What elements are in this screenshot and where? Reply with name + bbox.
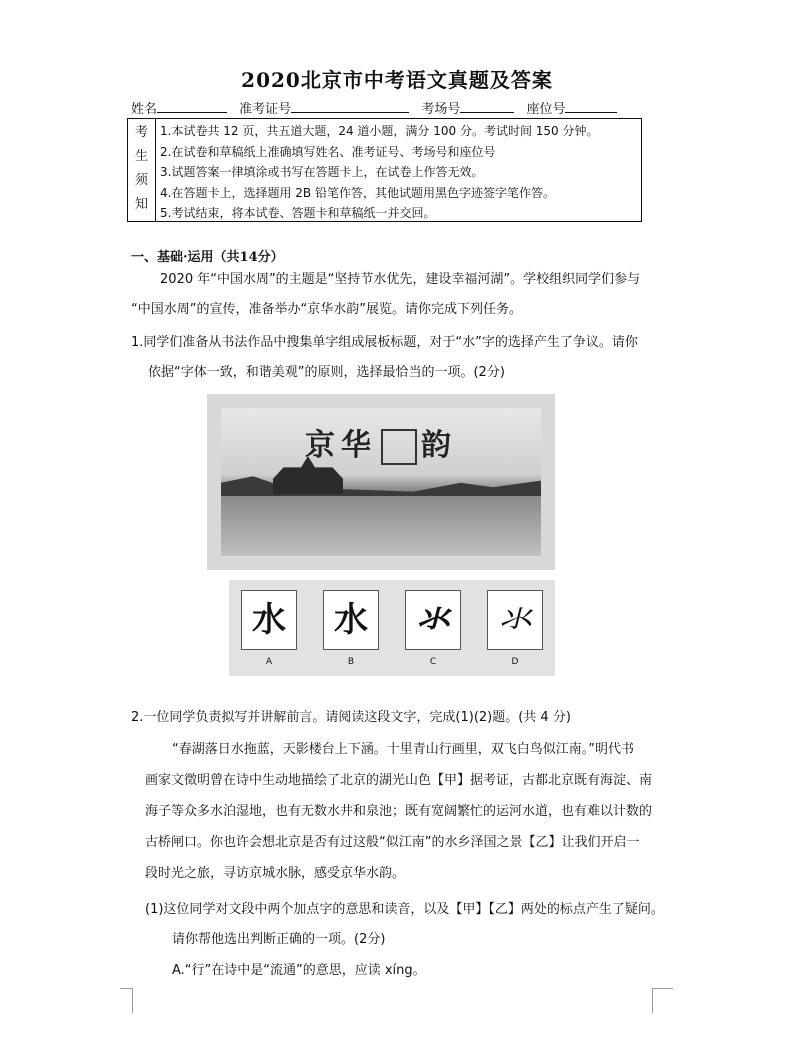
choice-c-box [405, 590, 461, 650]
notice-side-char: 考 [134, 125, 148, 140]
section-heading: 一、基础·运用（共14分） [131, 250, 284, 265]
choice-b-box [323, 590, 379, 650]
choice-d-glyph: 氺 [498, 600, 532, 640]
choice-c-label: C [429, 657, 437, 667]
passage-line: 海子等众多水泊湿地，也有无数水井和泉池；既有宽阔繁忙的运河水道，也有难以计数的 [145, 804, 653, 819]
candidate-info-line [131, 98, 625, 117]
page-corner-mark-left [120, 988, 133, 1013]
notice-rule: 3.试题答案一律填涂或书写在答题卡上，在试卷上作答无效。 [160, 165, 484, 179]
subquestion-1-line: 请你帮他选出判断正确的一项。(2分) [172, 932, 386, 947]
choice-b-glyph: 水 [334, 600, 368, 640]
candidate-notice-box [127, 118, 642, 222]
notice-rule: 1.本试卷共 12 页，共五道大题，24 道小题，满分 100 分。考试时间 150 分钟。 [160, 124, 599, 138]
notice-rule: 2.在试卷和草稿纸上准确填写姓名、准考证号、考场号和座位号 [160, 144, 496, 159]
name-blank [157, 99, 227, 113]
option-a: A.“行”在诗中是“流通”的意思，应读 xíng。 [172, 963, 426, 978]
banner-heading-right: 韵 [421, 428, 457, 463]
tree-line [221, 474, 541, 496]
notice-side-label [128, 119, 156, 221]
calligraphy-choices [229, 580, 555, 676]
notice-rule: 4.在答题卡上，选择题用 2B 铅笔作答，其他试题用黑色字迹签字笔作答。 [160, 185, 555, 200]
choice-b-label: B [347, 657, 355, 667]
subquestion-1-line: (1)这位同学对文段中两个加点字的意思和读音，以及【甲】【乙】两处的标点产生了疑问。 [145, 902, 664, 917]
passage-line: “春湖落日水拖蓝，天影楼台上下涵。十里青山行画里，双飞白鸟似江南。”明代书 [172, 742, 634, 757]
banner-heading [221, 420, 541, 465]
blank-character-box [381, 429, 417, 465]
page-title: 2020北京市中考语文真题及答案 [241, 68, 553, 92]
question-2-line: 2.一位同学负责拟写并讲解前言。请阅读这段文字，完成(1)(2)题。(共 4 分) [131, 710, 571, 725]
notice-rule: 5.考试结束，将本试卷、答题卡和草稿纸一并交回。 [160, 206, 436, 220]
choice-a-box [241, 590, 297, 650]
choice-c-glyph: 氺 [416, 600, 450, 640]
room-label: 考场号 [421, 102, 461, 117]
intro-line: “中国水周”的宣传，准备举办“京华水韵”展览。请你完成下列任务。 [131, 302, 522, 317]
exhibition-banner-photo [207, 394, 555, 570]
passage-line: 段时光之旅，寻访京城水脉，感受京华水韵。 [145, 866, 406, 881]
ticket-blank [291, 99, 409, 113]
passage-line: 古桥闸口。你也许会想北京是否有过这般“似江南”的水乡泽国之景【乙】让我们开启一 [145, 835, 640, 850]
lake-water [221, 496, 541, 556]
notice-side-char: 生 [134, 149, 148, 164]
ticket-label: 准考证号 [239, 102, 292, 117]
banner-image [221, 408, 541, 556]
question-1-line: 依据“字体一致，和谐美观”的原则，选择最恰当的一项。(2分) [148, 365, 505, 380]
choice-d-label: D [511, 657, 519, 667]
choice-d-box [487, 590, 543, 650]
choice-a-label: A [265, 657, 273, 667]
seat-label: 座位号 [526, 102, 566, 117]
page-corner-mark-right [652, 988, 673, 1013]
passage-line: 画家文徵明曾在诗中生动地描绘了北京的湖光山色【甲】据考证，古都北京既有海淀、南 [145, 773, 653, 788]
seat-blank [565, 99, 617, 113]
banner-heading-left: 京华 [305, 428, 377, 463]
notice-side-char: 知 [134, 197, 148, 212]
room-blank [460, 99, 514, 113]
choice-a-glyph: 水 [252, 600, 286, 640]
name-label: 姓名 [131, 102, 158, 117]
intro-line: 2020 年“中国水周”的主题是“坚持节水优先，建设幸福河湖”。学校组织同学们参与 [160, 272, 641, 287]
notice-rules [160, 121, 638, 224]
notice-side-char: 须 [134, 173, 148, 188]
question-1-line: 1.同学们准备从书法作品中搜集单字组成展板标题，对于“水”字的选择产生了争议。请你 [131, 335, 638, 350]
